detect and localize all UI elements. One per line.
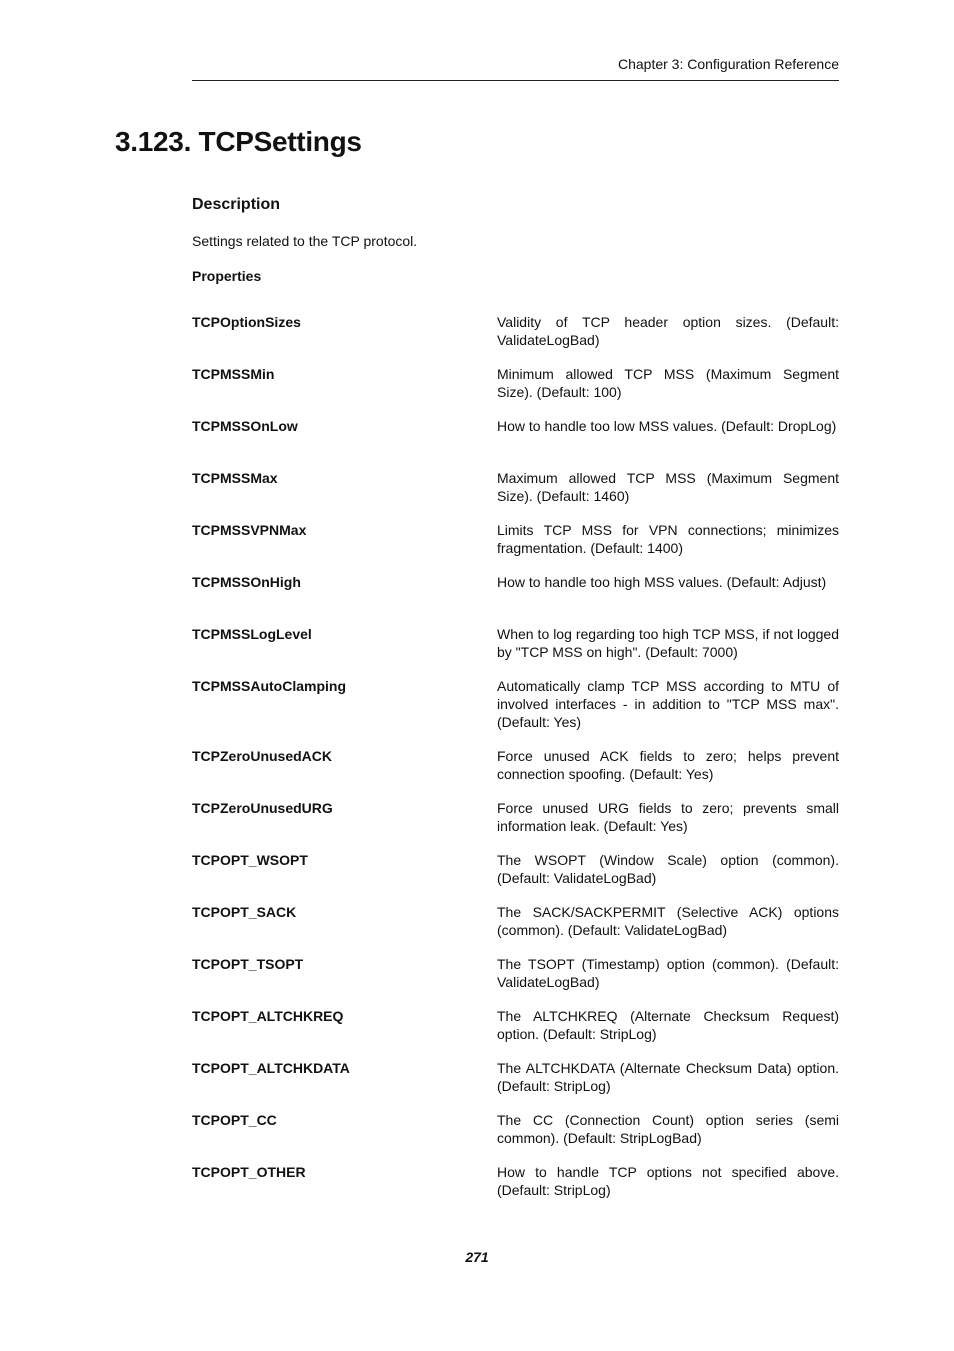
property-name: TCPOPT_ALTCHKREQ	[192, 1008, 344, 1024]
property-description: Maximum allowed TCP MSS (Maximum Segment Size). (Default: 1460)	[497, 470, 839, 504]
property-description: How to handle too high MSS values. (Default: Adjust)	[497, 574, 827, 590]
property-row	[192, 1059, 839, 1111]
property-row	[192, 677, 839, 747]
property-description: The TSOPT (Timestamp) option (common). (Default: ValidateLogBad)	[497, 956, 839, 990]
property-row	[192, 469, 839, 521]
property-row	[192, 417, 839, 469]
property-name: TCPZeroUnusedACK	[192, 748, 333, 764]
property-row	[192, 573, 839, 625]
property-description: When to log regarding too high TCP MSS, if not logged by "TCP MSS on high". (Default: 7000)	[497, 626, 839, 660]
property-name: TCPOPT_TSOPT	[192, 956, 304, 972]
description-text: Settings related to the TCP protocol.	[192, 233, 418, 249]
property-row	[192, 955, 839, 1007]
chapter-title: Chapter 3: Configuration Reference	[617, 56, 839, 72]
property-description: The SACK/SACKPERMIT (Selective ACK) options (common). (Default: ValidateLogBad)	[497, 904, 839, 938]
property-description: The ALTCHKREQ (Alternate Checksum Request) option. (Default: StripLog)	[497, 1008, 839, 1042]
property-name: TCPMSSOnHigh	[192, 574, 301, 590]
property-description: The CC (Connection Count) option series (semi common). (Default: StripLogBad)	[497, 1112, 839, 1146]
property-description: Minimum allowed TCP MSS (Maximum Segment Size). (Default: 100)	[497, 366, 839, 400]
property-name: TCPOPT_WSOPT	[192, 852, 308, 868]
property-name: TCPOPT_OTHER	[192, 1164, 306, 1180]
page-number: 271	[465, 1249, 489, 1265]
properties-list	[192, 313, 839, 1215]
property-name: TCPOPT_CC	[192, 1112, 277, 1128]
property-row	[192, 1007, 839, 1059]
property-name: TCPOPT_ALTCHKDATA	[192, 1060, 350, 1076]
property-row	[192, 365, 839, 417]
property-description: Force unused URG fields to zero; prevents small information leak. (Default: Yes)	[497, 800, 839, 834]
property-name: TCPMSSLogLevel	[192, 626, 312, 642]
page-header	[192, 55, 839, 81]
property-name: TCPMSSAutoClamping	[192, 678, 346, 694]
property-name: TCPMSSOnLow	[192, 418, 298, 434]
property-row	[192, 1163, 839, 1215]
property-description: The WSOPT (Window Scale) option (common). (Default: ValidateLogBad)	[497, 852, 839, 886]
property-row	[192, 313, 839, 365]
property-name: TCPZeroUnusedURG	[192, 800, 333, 816]
property-name: TCPMSSVPNMax	[192, 522, 307, 538]
description-heading: Description	[192, 196, 281, 213]
property-row	[192, 851, 839, 903]
section-title: 3.123. TCPSettings	[115, 126, 362, 157]
property-name: TCPOptionSizes	[192, 314, 301, 330]
property-description: The ALTCHKDATA (Alternate Checksum Data) option. (Default: StripLog)	[497, 1060, 839, 1094]
property-row	[192, 1111, 839, 1163]
property-description: How to handle TCP options not specified above. (Default: StripLog)	[497, 1164, 839, 1198]
property-name: TCPMSSMin	[192, 366, 275, 382]
property-name: TCPOPT_SACK	[192, 904, 297, 920]
property-row	[192, 799, 839, 851]
property-row	[192, 903, 839, 955]
property-description: Limits TCP MSS for VPN connections; minimizes fragmentation. (Default: 1400)	[497, 522, 839, 556]
property-description: Validity of TCP header option sizes. (Default: ValidateLogBad)	[497, 314, 839, 348]
property-row	[192, 521, 839, 573]
property-description: Automatically clamp TCP MSS according to MTU of involved interfaces - in addition to "TCP MSS max". (Default: Yes)	[497, 678, 839, 730]
property-name: TCPMSSMax	[192, 470, 278, 486]
property-row	[192, 625, 839, 677]
property-row	[192, 747, 839, 799]
property-description: Force unused ACK fields to zero; helps prevent connection spoofing. (Default: Yes)	[497, 748, 839, 782]
properties-heading: Properties	[192, 268, 262, 284]
property-description: How to handle too low MSS values. (Default: DropLog)	[497, 418, 837, 434]
